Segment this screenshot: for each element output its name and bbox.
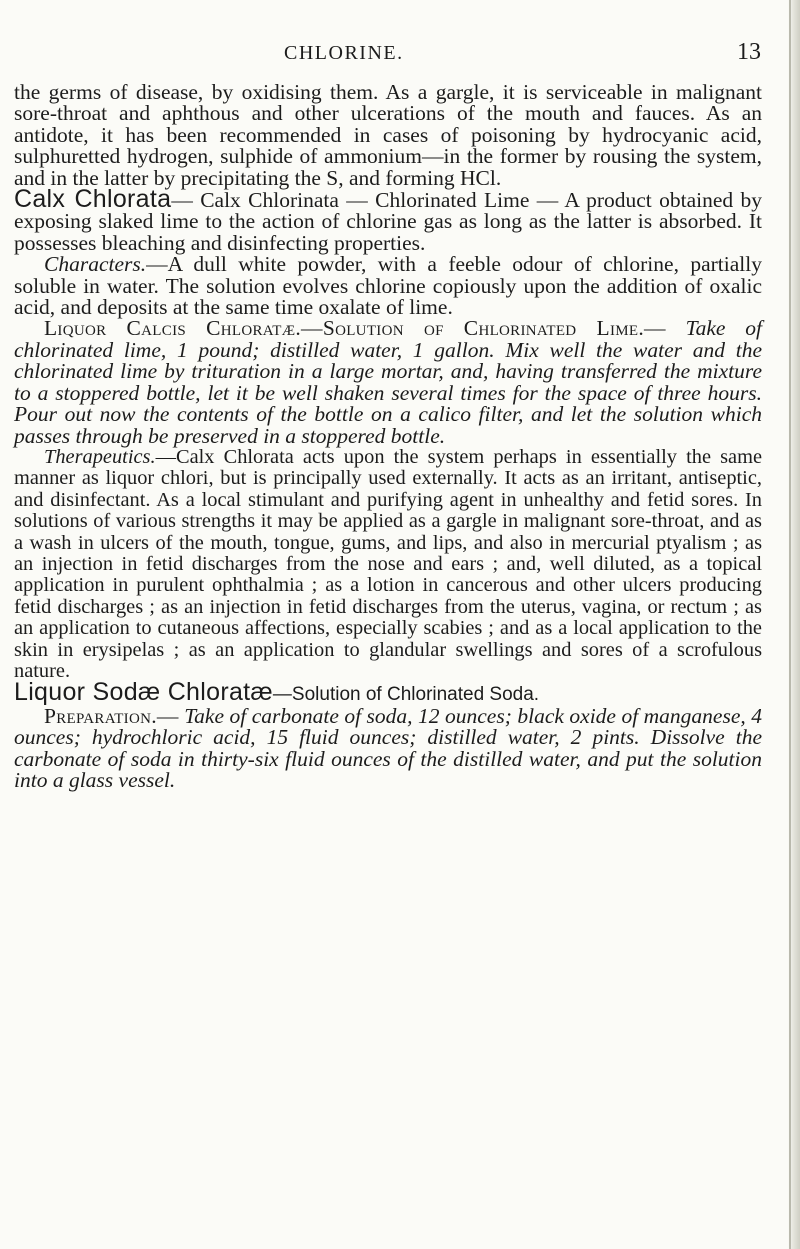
paragraph-characters bbox=[14, 254, 762, 318]
page-edge-rule bbox=[789, 0, 791, 1249]
paragraph-liquor-calcis bbox=[14, 318, 762, 446]
heading-liquor-calcis: Liquor Calcis Chloratæ. bbox=[44, 316, 302, 341]
calx-chlorata-text: — Calx Chlorinata — Chlorinated Lime — A product obtained by exposing slaked lime to the action of chlorine gas as long as the latter is absorbed. It possesses bleaching and disinfecting properties. bbox=[14, 188, 762, 255]
paragraph-calx-chlorata bbox=[14, 185, 762, 255]
liquor-calcis-subtitle: —Solution of Chlorinated Lime.— bbox=[301, 316, 666, 341]
paragraph-therapeutics bbox=[14, 447, 762, 682]
running-title: CHLORINE. bbox=[284, 42, 404, 64]
liquor-calcis-recipe: Take of chlorinated lime, 1 pound; distilled water, 1 gallon. Mix well the water and the chlorinated lime by trituration in a large mortar, and, having transferred the mixture to a stoppered bottle, let it be well shaken several times for the space of three hours. Pour out now the contents of the bottle on a calico filter, and let the solution which passes through be preserved in a stoppered bottle. bbox=[14, 316, 762, 448]
label-therapeutics: Therapeutics. bbox=[44, 445, 156, 468]
label-characters: Characters. bbox=[44, 252, 147, 277]
page-number: 13 bbox=[737, 39, 761, 65]
page-header bbox=[0, 39, 800, 72]
paragraph-chlorine-uses: the germs of disease, by oxidising them. As a gargle, it is serviceable in malignant sore-throat and aphthous and other ulcerations of the mouth and fauces. As an antidote, it has been recommended in cases of poisoning by hydrocyanic acid, sulphuretted hydrogen, sulphide of ammonium—in the former by rousing the system, and in the latter by precipitating the S, and forming HCl. bbox=[14, 80, 762, 190]
paragraph-preparation bbox=[14, 703, 762, 792]
page-body bbox=[14, 82, 762, 791]
heading-liquor-sodae: Liquor Sodæ Chloratæ bbox=[14, 678, 273, 707]
liquor-sodae-subtitle: —Solution of Chlorinated Soda. bbox=[272, 684, 540, 706]
characters-text: —A dull white powder, with a feeble odour of chlorine, partially soluble in water. The solution evolves chlorine copiously upon the addition of oxalic acid, and deposits at the same time oxalate of lime. bbox=[14, 252, 762, 320]
heading-calx-chlorata: Calx Chlorata bbox=[14, 185, 172, 214]
label-preparation: Preparation.— bbox=[44, 703, 179, 728]
therapeutics-text: —Calx Chlorata acts upon the system perhaps in essentially the same manner as liquor chlori, but is principally used externally. It acts as an irritant, antiseptic, and disinfectant. As a local stimulant and purifying agent in unhealthy and fetid sores. In solutions of various strengths it may be applied as a gargle in malignant sore-throat, and as a wash in ulcers of the mouth, tongue, gums, and lips, and also in mercurial ptyalism ; as an injection in fetid discharges from the nose and ears ; and, well diluted, as a topical application in purulent ophthalmia ; as a lotion in cancerous and other ulcers producing fetid discharges ; as an injection in fetid discharges from the uterus, vagina, or rectum ; as an application to cutaneous affections, especially scabies ; and as a local application to the skin in erysipelas ; as an application to glandular swellings and sores of a scrofulous nature. bbox=[14, 445, 762, 682]
preparation-text: Take of carbonate of soda, 12 ounces; black oxide of manganese, 4 ounces; hydrochloric acid, 15 fluid ounces; distilled water, 2 pints. Dissolve the carbonate of soda in thirty-six fluid ounces of the distilled water, and put the solution into a glass vessel. bbox=[14, 703, 762, 792]
paragraph-liquor-sodae bbox=[14, 678, 762, 707]
